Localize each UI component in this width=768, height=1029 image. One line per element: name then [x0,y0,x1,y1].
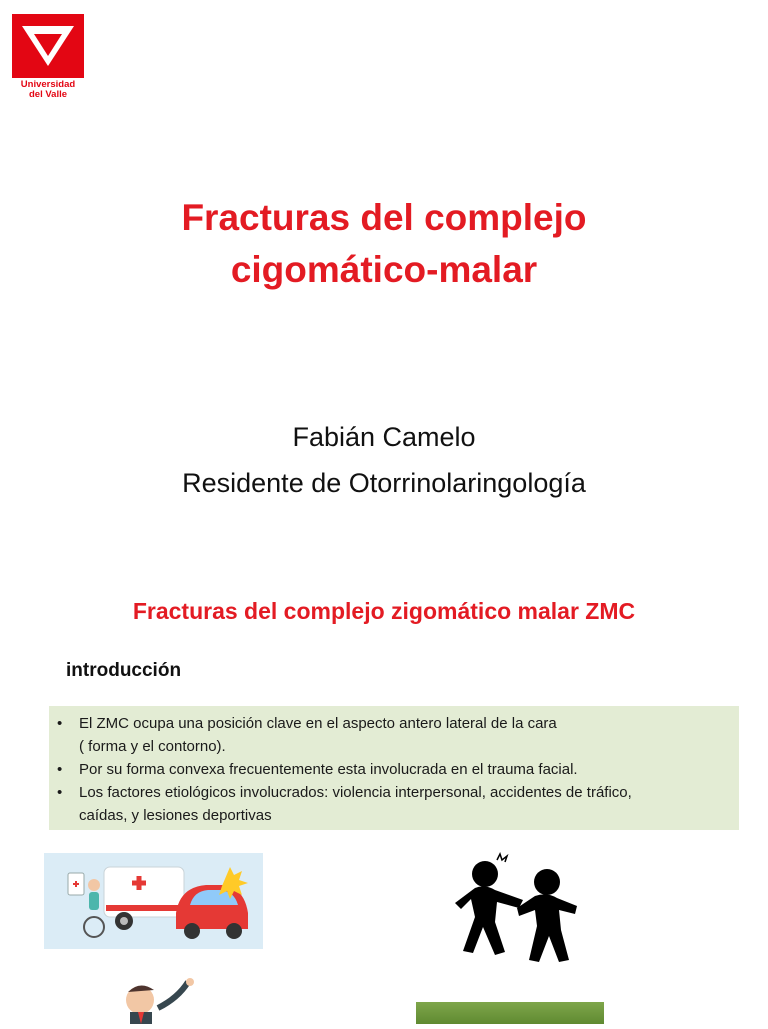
bullet-item [57,781,731,804]
bullet-continuation: caídas, y lesiones deportivas [79,807,272,824]
section-heading: introducción [66,660,182,681]
fighting-people-icon [455,852,600,970]
bullet-item [57,712,731,735]
author-role: Residente de Otorrinolaringología [182,468,586,498]
bullet-text: El ZMC ocupa una posición clave en el aspecto antero lateral de la cara [79,715,557,732]
logo-line-2: del Valle [28,89,68,100]
section-title: Fracturas del complejo zigomático malar ZMC [132,598,636,624]
bullet-list [49,706,739,830]
logo-emblem-icon [12,14,84,78]
slide-title-line-2: cigomático-malar [230,249,538,290]
sports-field-image [416,1002,604,1024]
bullet-icon: • [57,715,63,732]
bullet-item [57,758,731,781]
logo-text [12,80,84,100]
bullet-text: Por su forma convexa frecuentemente esta involucrada en el trauma facial. [79,761,578,778]
ambulance-car-accident-icon [44,853,263,949]
bullet-text: Los factores etiológicos involucrados: violencia interpersonal, accidentes de tráfico, [79,784,632,801]
logo-line-1: Universidad [20,79,76,90]
bullet-continuation: ( forma y el contorno). [79,738,226,755]
bullet-icon: • [57,784,63,801]
bullet-icon: • [57,761,63,778]
author-name: Fabián Camelo [292,422,476,452]
falling-man-icon [108,978,208,1024]
slide-title-line-1: Fracturas del complejo [181,197,587,238]
slide-title [0,192,768,296]
author-block [0,414,768,506]
